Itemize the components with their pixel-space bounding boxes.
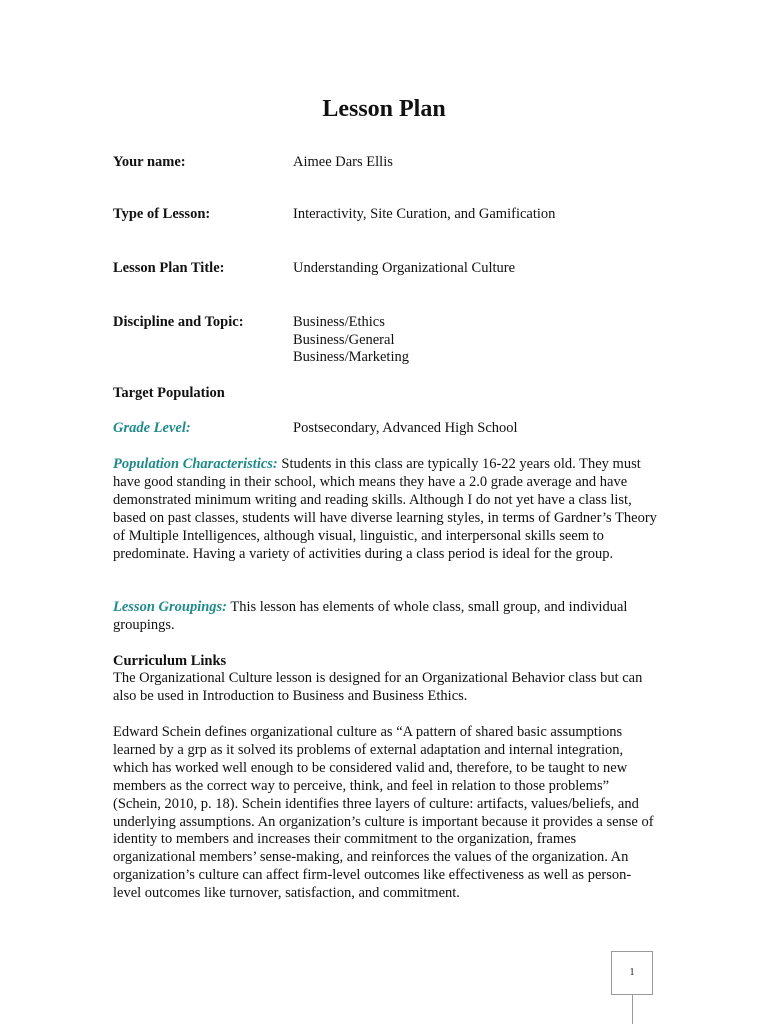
curriculum-links-heading: Curriculum Links [113, 653, 227, 669]
schein-paragraph: Edward Schein defines organizational culture as “A pattern of shared basic assumptions learned by a grp as it solved its problems of external adaptation and internal integration, which has worked well enough to be considered valid and, therefore, to be taught to new members as the correct way to perceive, think, and feel in relation to those problems” (Schein, 2010, p. 18). Schein identifies three layers of culture: artifacts, values/beliefs, and underlying assumptions. An organization’s culture is important because it provides a sense of identity to members and increases their commitment to the organization, frames organizational members’ sense-making, and reinforces the values of the organization. An organization’s culture can affect firm-level outcomes like effectiveness as well as person-level outcomes like turnover, satisfaction, and commitment. [113, 724, 654, 902]
discipline-topic: Business/Marketing [293, 349, 409, 365]
curriculum-intro: The Organizational Culture lesson is designed for an Organizational Behavior class but can also be used in Introduction to Business and Business Ethics. [113, 670, 643, 704]
plan-title-value: Understanding Organizational Culture [293, 260, 516, 276]
lesson-type-value: Interactivity, Site Curation, and Gamification [293, 206, 556, 222]
grade-level-label: Grade Level: [113, 420, 191, 436]
grade-level-value: Postsecondary, Advanced High School [293, 420, 518, 436]
name-label: Your name: [113, 154, 186, 170]
discipline-topic: Business/General [293, 331, 395, 348]
page-number: 1 [611, 951, 653, 995]
population-characteristics-label: Population Characteristics: [113, 456, 278, 472]
name-value: Aimee Dars Ellis [293, 154, 393, 170]
lesson-groupings-text: This lesson has elements of whole class, small group, and individual groupings. [113, 599, 628, 633]
page-title: Lesson Plan [322, 96, 446, 122]
target-population-heading: Target Population [113, 385, 225, 401]
page-number-connector [632, 995, 633, 1024]
discipline-label: Discipline and Topic: [113, 314, 244, 330]
discipline-topic: Business/Ethics [293, 314, 385, 330]
discipline-values [293, 314, 409, 367]
lesson-groupings [113, 599, 658, 635]
plan-title-label: Lesson Plan Title: [113, 260, 225, 276]
lesson-groupings-label: Lesson Groupings: [113, 599, 228, 615]
population-characteristics-text: Students in this class are typically 16-22 years old. They must have good standing in their school, which means they have a 2.0 grade average and have demonstrated minimum writing and reading skills. Although I do not yet have a class list, based on past classes, students will have diverse learning styles, in terms of Gardner’s Theory of Multiple Intelligences, although visual, linguistic, and interpersonal skills seem to predominate. Having a variety of activities during a class period is ideal for the group. [113, 456, 657, 562]
population-characteristics [113, 456, 658, 563]
lesson-type-label: Type of Lesson: [113, 206, 211, 222]
